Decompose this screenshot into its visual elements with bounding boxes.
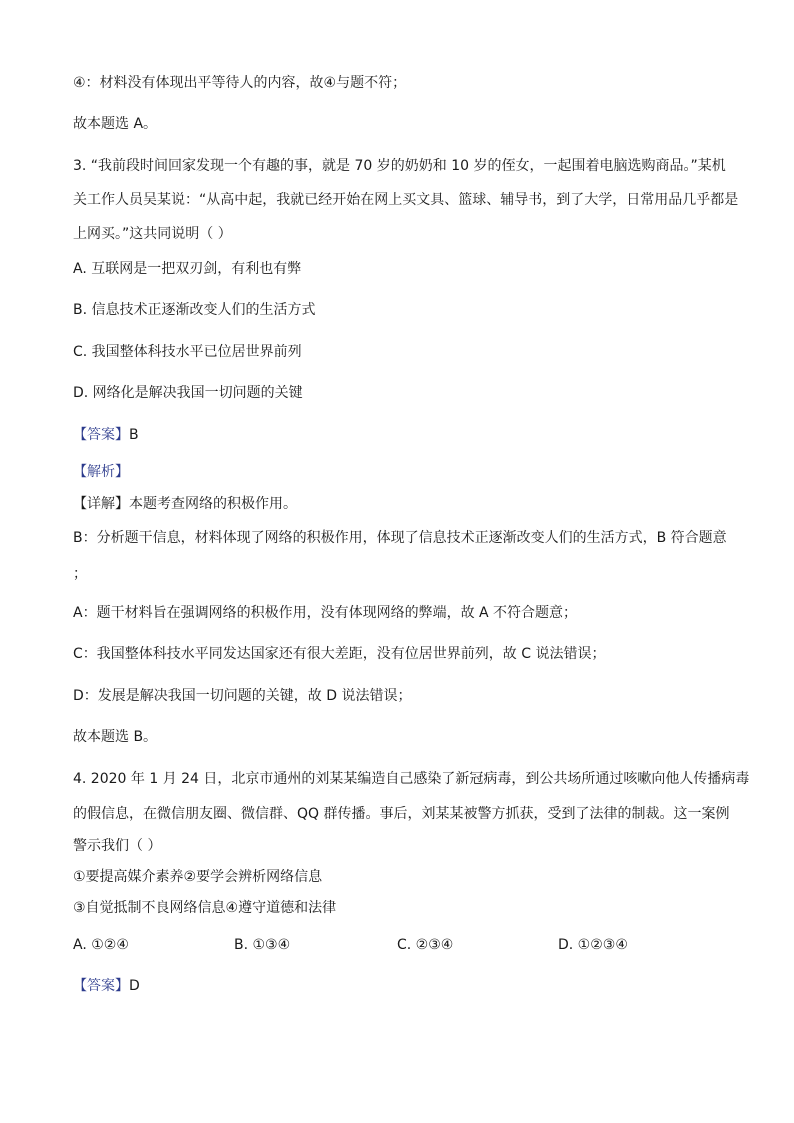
analysis-tag: 【解析】 [73, 464, 129, 480]
analysis-line [73, 462, 129, 482]
question-4-option-c: C. ②③④ [397, 937, 454, 953]
explanation-b: B：分析题干信息，材料体现了网络的积极作用，体现了信息技术正逐渐改变人们的生活方式，B 符合题意 [73, 530, 727, 546]
detail-line [73, 494, 297, 514]
explanation-b-cont: ； [73, 566, 87, 582]
question-4-stem: 的假信息，在微信朋友圈、微信群、QQ 群传播。事后，刘某某被警方抓获，受到了法律的制裁。这一案例 [73, 806, 730, 822]
text-line: 故本题选 A。 [73, 116, 158, 132]
selection-line: 故本题选 B。 [73, 729, 158, 745]
question-3-option-b: B. 信息技术正逐渐改变人们的生活方式 [73, 302, 316, 318]
question-3-option-a: A. 互联网是一把双刃剑，有利也有弊 [73, 261, 302, 277]
explanation-a: A：题干材料旨在强调网络的积极作用，没有体现网络的弊端，故 A 不符合题意； [73, 605, 578, 621]
question-4-stem: 4. 2020 年 1 月 24 日，北京市通州的刘某某编造自己感染了新冠病毒，到公共场所通过咳嗽向他人传播病毒 [73, 771, 750, 787]
detail-text: 本题考查网络的积极作用。 [129, 496, 297, 512]
answer-tag: 【答案】 [73, 978, 129, 994]
question-4-statements: ③自觉抵制不良网络信息④遵守道德和法律 [73, 900, 337, 916]
explanation-c: C：我国整体科技水平同发达国家还有很大差距，没有位居世界前列，故 C 说法错误； [73, 646, 606, 662]
answer-tag: 【答案】 [73, 427, 129, 443]
question-3-option-d: D. 网络化是解决我国一切问题的关键 [73, 385, 303, 401]
question-3-option-c: C. 我国整体科技水平已位居世界前列 [73, 344, 302, 360]
question-4-option-a: A. ①②④ [73, 937, 129, 953]
question-3-stem: 关工作人员吴某说：“从高中起，我就已经开始在网上买文具、篮球、辅导书，到了大学，日常用品几乎都是 [73, 192, 739, 208]
answer-line [73, 425, 139, 445]
answer-line [73, 976, 140, 996]
answer-value: B [129, 427, 139, 443]
question-3-stem: 上网买。”这共同说明（ ） [73, 226, 232, 242]
answer-value: D [129, 978, 140, 994]
question-3-stem: 3. “我前段时间回家发现一个有趣的事，就是 70 岁的奶奶和 10 岁的侄女，一起围着电脑选购商品。”某机 [73, 158, 726, 174]
question-4-option-b: B. ①③④ [234, 937, 291, 953]
text-line: ④：材料没有体现出平等待人的内容，故④与题不符； [73, 75, 407, 91]
explanation-d: D：发展是解决我国一切问题的关键，故 D 说法错误； [73, 688, 412, 704]
question-4-stem: 警示我们（ ） [73, 838, 162, 854]
question-4-option-d: D. ①②③④ [558, 937, 628, 953]
question-4-statements: ①要提高媒介素养②要学会辨析网络信息 [73, 869, 323, 885]
detail-tag: 【详解】 [73, 496, 129, 512]
